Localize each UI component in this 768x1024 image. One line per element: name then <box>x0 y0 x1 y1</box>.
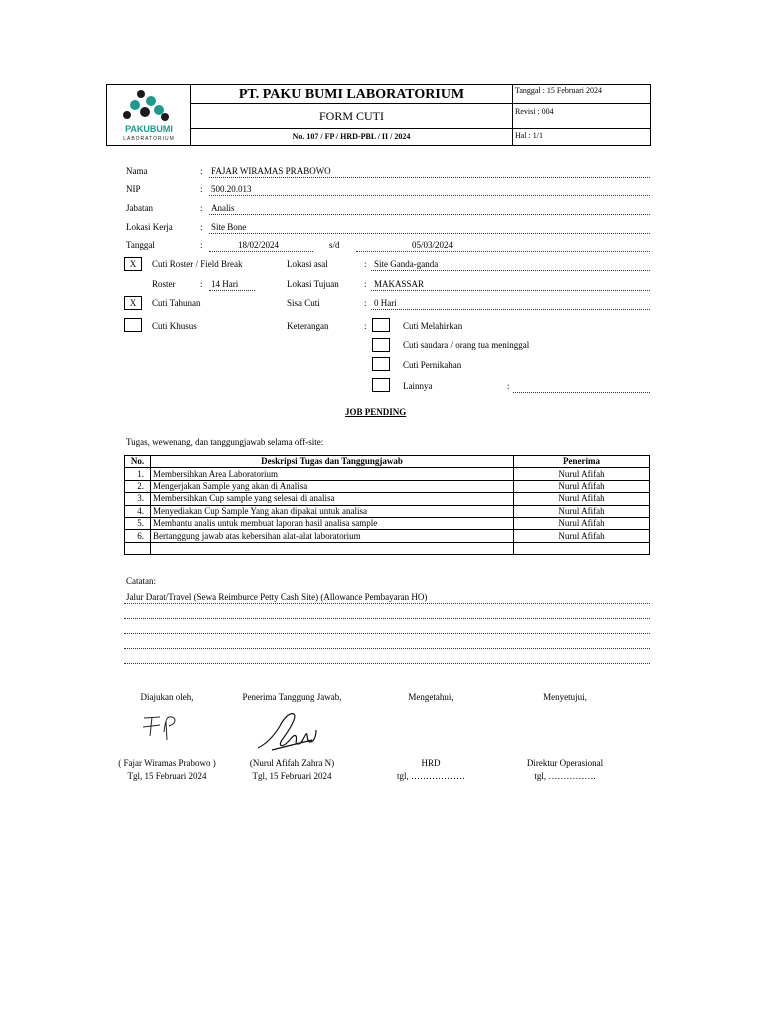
sisa-cuti-label: Sisa Cuti <box>287 298 320 308</box>
row-penerima[interactable]: Nurul Afifah <box>514 530 650 542</box>
row-description[interactable]: Menyediakan Cup Sample Yang akan dipakai untuk analisa <box>151 505 514 517</box>
nip-value[interactable]: 500.20.013 <box>211 184 252 194</box>
job-pending-table <box>124 455 650 555</box>
table-row <box>125 505 650 517</box>
table-row <box>125 542 650 554</box>
column-header-no: No. <box>125 456 151 468</box>
cuti-tahunan-label: Cuti Tahunan <box>152 298 201 308</box>
colon: : <box>200 203 203 213</box>
header-page: Hal : 1/1 <box>515 131 543 140</box>
jabatan-line <box>209 214 650 215</box>
catatan-label: Catatan: <box>126 576 156 586</box>
colon: : <box>364 298 367 308</box>
catatan-dotline <box>124 633 650 634</box>
sign-role-diajukan: Diajukan oleh, <box>140 692 194 702</box>
row-description[interactable] <box>151 542 514 554</box>
document-number: No. 107 / FP / HRD-PBL / II / 2024 <box>292 132 411 141</box>
lokasi-tujuan-value[interactable]: MAKASSAR <box>374 279 425 289</box>
colon: : <box>200 222 203 232</box>
sisa-cuti-line <box>371 309 650 310</box>
job-pending-intro: Tugas, wewenang, dan tanggungjawab selama off-site: <box>126 437 324 447</box>
sign-name-fajar: ( Fajar Wiramas Prabowo ) <box>118 758 216 768</box>
jabatan-label: Jabatan <box>126 203 153 213</box>
logo-subtext: LABORATORIUM <box>123 136 175 142</box>
lokasi-tujuan-label: Lokasi Tujuan <box>287 279 339 289</box>
cuti-pernikahan-label: Cuti Pernikahan <box>403 360 462 370</box>
keterangan-label: Keterangan <box>287 321 329 331</box>
column-header-penerima: Penerima <box>514 456 650 468</box>
jabatan-value[interactable]: Analis <box>211 203 235 213</box>
table-header-row <box>125 456 650 468</box>
header-revision: Revisi : 004 <box>513 104 650 129</box>
lokasi-kerja-value[interactable]: Site Bone <box>211 222 247 232</box>
lainnya-checkbox[interactable] <box>372 378 390 392</box>
lokasi-asal-line <box>371 270 650 271</box>
row-description[interactable]: Membantu analis untuk membuat laporan hasil analisa sample <box>151 517 514 529</box>
row-penerima[interactable]: Nurul Afifah <box>514 493 650 505</box>
nama-line <box>209 177 650 178</box>
row-penerima[interactable] <box>514 542 650 554</box>
catatan-dotline <box>124 648 650 649</box>
cuti-khusus-label: Cuti Khusus <box>152 321 197 331</box>
colon: : <box>364 259 367 269</box>
lainnya-line <box>513 392 650 393</box>
nama-value[interactable]: FAJAR WIRAMAS PRABOWO <box>211 166 331 176</box>
form-title: FORM CUTI <box>191 104 512 129</box>
cuti-tahunan-checkbox[interactable]: X <box>124 296 142 310</box>
row-description[interactable]: Membersihkan Area Laboratorium <box>151 468 514 480</box>
colon: : <box>507 381 510 391</box>
row-penerima[interactable]: Nurul Afifah <box>514 468 650 480</box>
colon: : <box>200 184 203 194</box>
nama-label: Nama <box>126 166 148 176</box>
cuti-meninggal-label: Cuti saudara / orang tua meninggal <box>403 340 530 350</box>
table-row <box>125 493 650 505</box>
row-description[interactable]: Bertanggung jawab atas kebersihan alat-alat laboratorium <box>151 530 514 542</box>
job-pending-title: JOB PENDING <box>345 407 407 417</box>
sign-date-hrd: tgl, ……………… <box>396 771 465 781</box>
table-row <box>125 468 650 480</box>
colon: : <box>200 166 203 176</box>
sign-date-direktur: tgl, ……………. <box>534 771 596 781</box>
lokasi-kerja-label: Lokasi Kerja <box>126 222 173 232</box>
tanggal-mulai[interactable]: 18/02/2024 <box>238 240 280 250</box>
row-description[interactable]: Mengerjakan Sample yang akan di Analisa <box>151 480 514 492</box>
lokasi-kerja-line <box>209 233 650 234</box>
cuti-khusus-checkbox[interactable] <box>124 318 142 332</box>
company-logo <box>107 85 191 145</box>
row-number[interactable]: 4. <box>125 505 151 517</box>
cuti-melahirkan-checkbox[interactable] <box>372 318 390 332</box>
nip-label: NIP <box>126 184 141 194</box>
sign-date-nurul: Tgl, 15 Februari 2024 <box>252 771 332 781</box>
sign-role-mengetahui: Mengetahui, <box>408 692 454 702</box>
cuti-pernikahan-checkbox[interactable] <box>372 357 390 371</box>
row-description[interactable]: Membersihkan Cup sample yang selesai di analisa <box>151 493 514 505</box>
logo-wordmark: PAKUBUMI <box>125 124 173 134</box>
row-number[interactable]: 1. <box>125 468 151 480</box>
sign-name-nurul: (Nurul Afifah Zahra N) <box>249 758 335 768</box>
row-penerima[interactable]: Nurul Afifah <box>514 517 650 529</box>
job-pending-body <box>125 468 650 555</box>
catatan-dotline <box>124 618 650 619</box>
row-penerima[interactable]: Nurul Afifah <box>514 480 650 492</box>
header-date: Tanggal : 15 Februari 2024 <box>513 85 650 104</box>
colon: : <box>364 321 367 331</box>
form-header <box>106 84 651 146</box>
row-number[interactable]: 5. <box>125 517 151 529</box>
column-header-deskripsi: Deskripsi Tugas dan Tanggungjawab <box>151 456 514 468</box>
row-penerima[interactable]: Nurul Afifah <box>514 505 650 517</box>
tanggal-akhir-line <box>356 251 650 252</box>
lokasi-tujuan-line <box>371 290 650 291</box>
lokasi-asal-label: Lokasi asal <box>287 259 328 269</box>
colon: : <box>200 240 203 250</box>
signature-fajar <box>138 710 188 742</box>
lainnya-label: Lainnya <box>403 381 433 391</box>
tanggal-akhir[interactable]: 05/03/2024 <box>412 240 454 250</box>
row-number[interactable]: 6. <box>125 530 151 542</box>
sd-label: s/d <box>329 240 340 250</box>
sign-name-hrd: HRD <box>421 758 441 768</box>
row-number[interactable]: 3. <box>125 493 151 505</box>
roster-value[interactable]: 14 Hari <box>211 279 239 289</box>
tanggal-mulai-line <box>209 251 313 252</box>
sign-date-fajar: Tgl, 15 Februari 2024 <box>127 771 207 781</box>
sign-role-penerima: Penerima Tanggung Jawab, <box>242 692 342 702</box>
cuti-roster-checkbox[interactable]: X <box>124 257 142 271</box>
cuti-meninggal-checkbox[interactable] <box>372 338 390 352</box>
signature-nurul <box>252 708 322 754</box>
lokasi-asal-value[interactable]: Site Ganda-ganda <box>374 259 439 269</box>
catatan-line-1[interactable]: Jalur Darat/Travel (Sewa Reimburce Petty Cash Site) (Allowance Pembayaran HO) <box>126 592 428 602</box>
roster-label: Roster <box>152 279 176 289</box>
nip-line <box>209 195 650 196</box>
table-row <box>125 517 650 529</box>
catatan-dotline <box>124 663 650 664</box>
tanggal-label: Tanggal <box>126 240 155 250</box>
company-name: PT. PAKU BUMI LABORATORIUM <box>191 85 512 104</box>
table-row <box>125 530 650 542</box>
row-number[interactable] <box>125 542 151 554</box>
catatan-dotline <box>124 603 650 604</box>
pakubumi-logo-icon <box>107 85 191 145</box>
colon: : <box>200 279 203 289</box>
cuti-melahirkan-label: Cuti Melahirkan <box>403 321 463 331</box>
sign-role-menyetujui: Menyetujui, <box>543 692 587 702</box>
cuti-roster-label: Cuti Roster / Field Break <box>152 259 243 269</box>
sisa-cuti-value[interactable]: 0 Hari <box>374 298 397 308</box>
row-number[interactable]: 2. <box>125 480 151 492</box>
roster-line <box>209 290 255 291</box>
sign-name-direktur: Direktur Operasional <box>526 758 604 768</box>
table-row <box>125 480 650 492</box>
colon: : <box>364 279 367 289</box>
